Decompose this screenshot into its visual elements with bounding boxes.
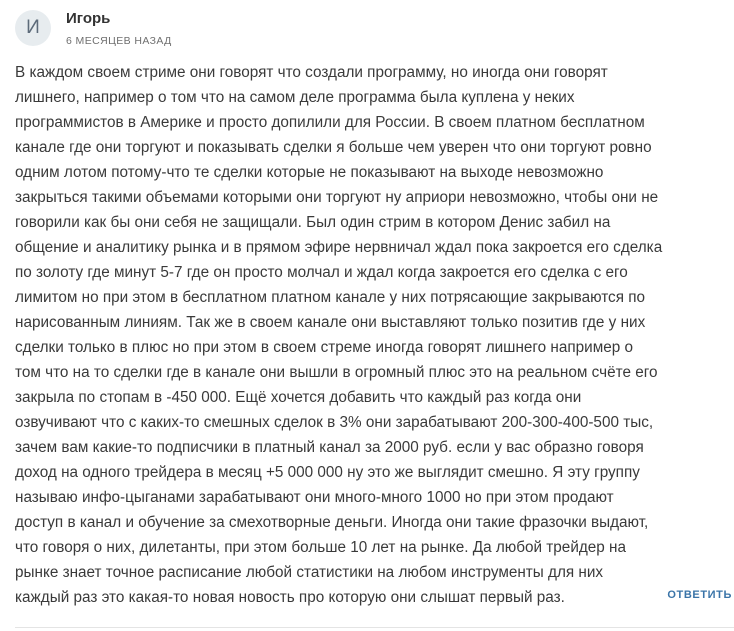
comment-line: том что на то сделки где в канале они вышли в огромный плюс это на реальном счёте его [15,364,658,381]
comment-line: программистов в Америке и просто допилили для России. В своем платном бесплатном [15,114,645,131]
comment-line: В каждом своем стриме они говорят что создали программу, но иногда они говорят [15,64,608,81]
comment-line: каждый раз это какая-то новая новость про которую они слышат первый раз. [15,589,565,606]
comment-line: закрыться такими объемами которыми они торгуют ну априори невозможно, чтобы они не [15,189,659,206]
comment-line: нарисованным линиям. Так же в своем канале они выставляют только позитив где у них [15,314,646,331]
comment-line: доход на одного трейдера в месяц +5 000 000 ну это же выглядит смешно. Я эту группу [15,464,640,481]
comment-line: по золоту где минут 5-7 где он просто молчал и ждал когда закроется его сделка с его [15,264,628,281]
comment-line: лишнего, например о том что на самом деле программа была куплена у неких [15,89,575,106]
comment-line: одним лотом потому-что те сделки которые не показывают на выходе невозможно [15,164,604,181]
avatar: И [15,10,51,46]
reply-button[interactable]: ОТВЕТИТЬ [667,589,732,601]
comment-line: называю инфо-цыганами зарабатывают они много-много 1000 но при этом продают [15,489,614,506]
comment-date: 6 МЕСЯЦЕВ НАЗАД [66,35,172,47]
comment-line: зачем вам какие-то подписчики в платный канал за 2000 руб. если у вас образно говоря [15,439,644,456]
comment-line: что говоря о них, дилетанты, при этом больше 10 лет на рынке. Да любой трейдер на [15,539,627,556]
author-name: Игорь [66,10,111,27]
comment-line: рынке знает точное расписание любой статистики на любом инструменты для них [15,564,604,581]
divider [15,627,734,628]
comment-line: озвучивают что с каких-то смешных сделок в 3% они зарабатывают 200-300-400-500 тыс, [15,414,654,431]
comment-line: лимитом но при этом в бесплатном платном канале у них потрясающие закрываются по [15,289,646,306]
comment-body [15,60,705,610]
comment-line: сделки только в плюс но при этом в своем стреме иногда говорят лишнего например о [15,339,633,356]
comment-line: говорили как бы они себя не защищали. Был один стрим в котором Денис забил на [15,214,611,231]
comment-line: общение и аналитику рынка и в прямом эфире нервничал ждал пока закроется его сделка [15,239,663,256]
comment-line: канале где они торгуют и показывать сделки я больше чем уверен что они торгуют ровно [15,139,652,156]
comment-line: доступ в канал и обучение за смехотворные деньги. Иногда они такие фразочки выдают, [15,514,649,531]
comment-line: закрыла по стопам в -450 000. Ещё хочется добавить что каждый раз когда они [15,389,582,406]
